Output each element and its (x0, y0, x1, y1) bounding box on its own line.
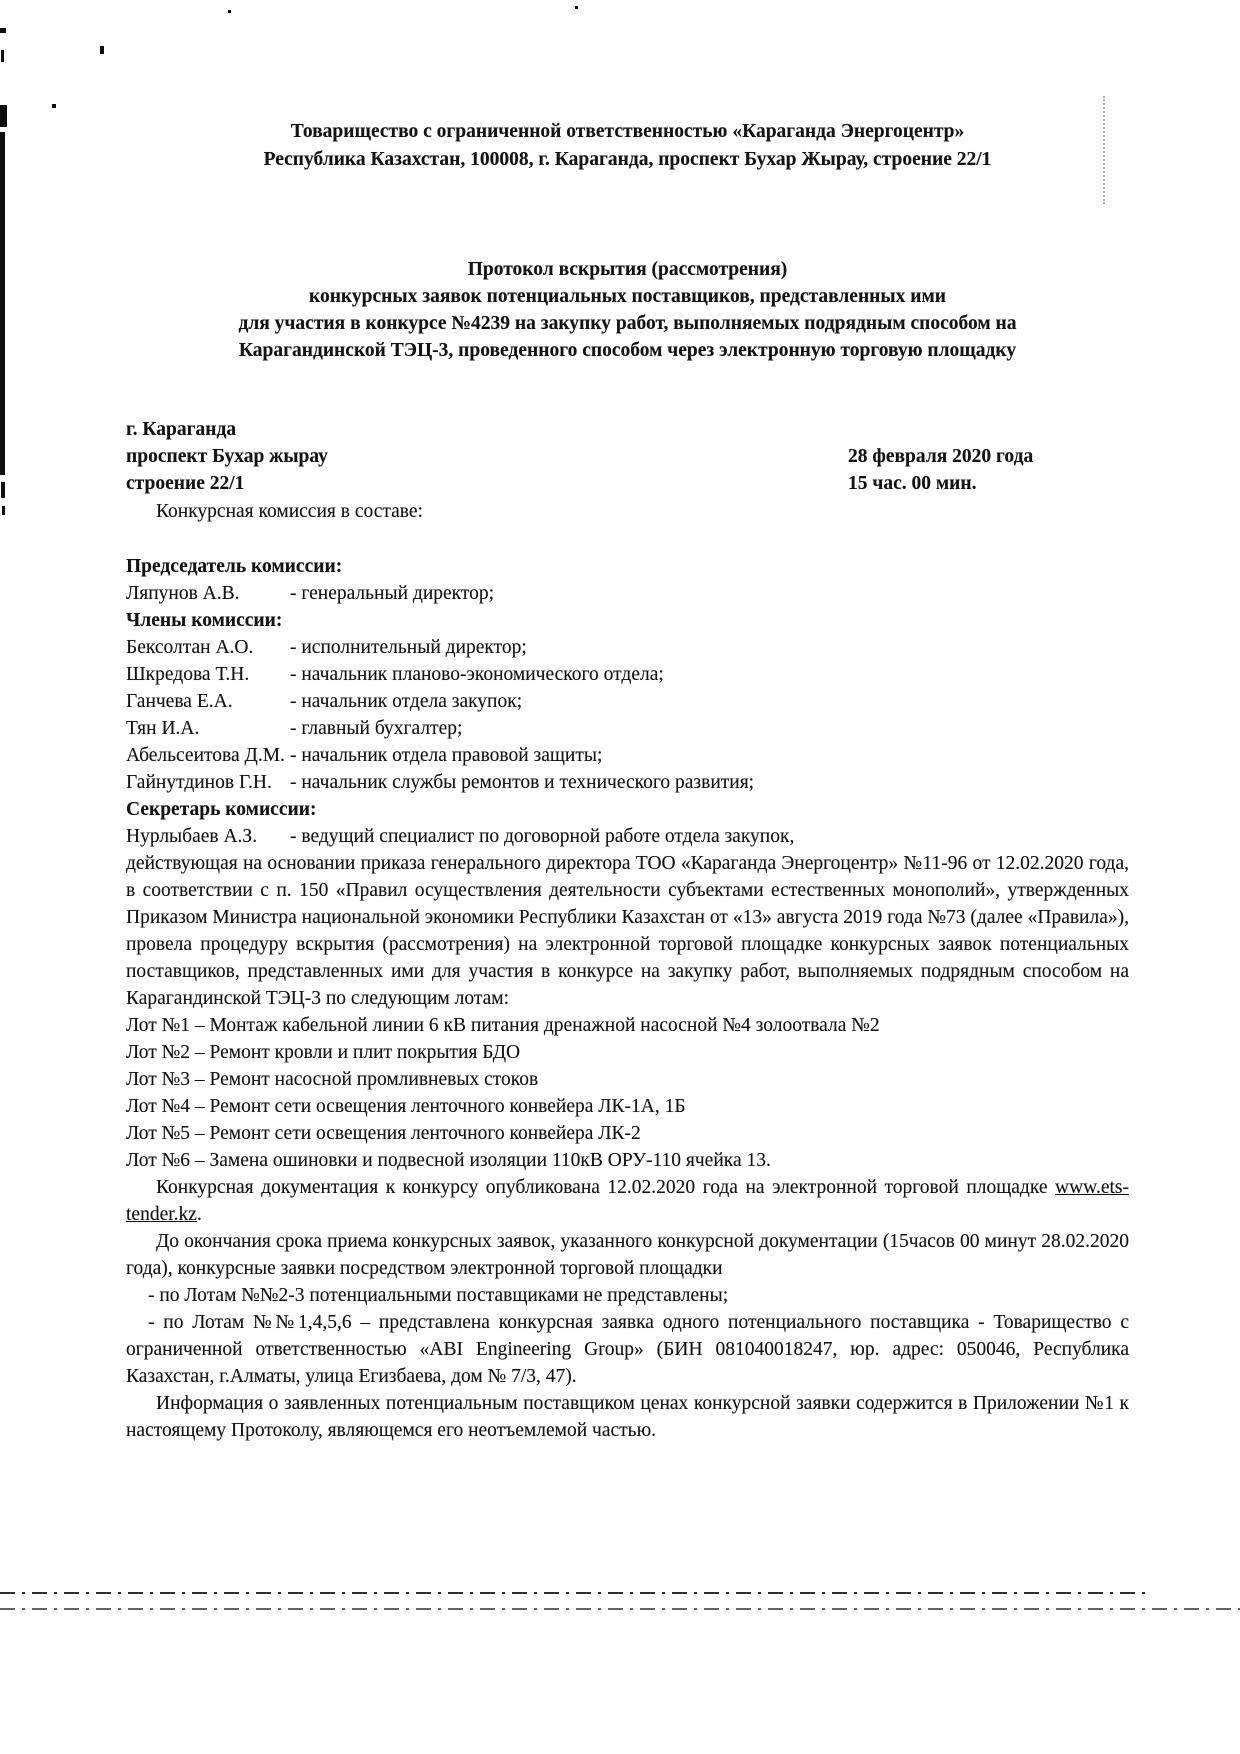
member-name: Ляпунов А.В. (126, 583, 240, 604)
lots-list (126, 1012, 1129, 1174)
member-position: - главный бухгалтер; (290, 718, 463, 739)
scan-artifact (0, 105, 7, 127)
member-name: Шкредова Т.Н. (126, 664, 250, 685)
member-name: Тян И.А. (126, 718, 200, 739)
scan-artifact (1, 50, 4, 62)
commission-chair-label: Председатель комиссии: (126, 556, 343, 577)
deadline-item-lots-2-3: - по Лотам №№2-3 потенциальными поставщиками не представлены; (148, 1285, 729, 1306)
member-name: Абельсеитова Д.М. (126, 745, 285, 766)
document-time: 15 час. 00 мин. (848, 473, 977, 494)
lot-item: Лот №4 – Ремонт сети освещения ленточного конвейера ЛК-1А, 1Б (126, 1096, 686, 1117)
commission-intro: Конкурсная комиссия в составе: (156, 501, 423, 522)
commission-members-label: Члены комиссии: (126, 610, 283, 631)
scan-artifact (100, 46, 104, 54)
scan-artifact (228, 10, 231, 13)
document-date: 28 февраля 2020 года (848, 446, 1034, 467)
commission-list (126, 553, 1129, 850)
member-position: - ведущий специалист по договорной работе отдела закупок, (290, 826, 795, 847)
member-position: - начальник отдела правовой защиты; (290, 745, 603, 766)
scan-artifact (52, 104, 56, 108)
commission-row (126, 715, 1129, 742)
publication-paragraph (126, 1174, 1129, 1228)
title-line-3: для участия в конкурсе №4239 на закупку работ, выполняемых подрядным способом на (238, 313, 1017, 334)
organization-address: Республика Казахстан, 100008, г. Караганда, проспект Бухар Жырау, строение 22/1 (263, 149, 992, 170)
scan-dash-line (0, 1608, 1240, 1610)
commission-row (126, 769, 1129, 796)
scan-artifact (575, 6, 578, 9)
lot-item: Лот №2 – Ремонт кровли и плит покрытия БДО (126, 1042, 521, 1063)
member-position: - генеральный директор; (290, 583, 495, 604)
member-name: Ганчева Е.А. (126, 691, 233, 712)
title-line-4: Карагандинской ТЭЦ-3, проведенного способом через электронную торговую площадку (238, 340, 1017, 361)
commission-row (126, 742, 1129, 769)
member-name: Бексолтан А.О. (126, 637, 254, 658)
scan-artifact (1, 482, 5, 498)
document-title (126, 256, 1129, 364)
member-position: - начальник планово-экономического отдела; (290, 664, 664, 685)
commission-row (126, 688, 1129, 715)
document-content (126, 118, 1129, 1444)
lot-item: Лот №3 – Ремонт насосной промливневых стоков (126, 1069, 539, 1090)
member-name: Нурлыбаев А.З. (126, 826, 258, 847)
deadline-paragraph: До окончания срока приема конкурсных заявок, указанного конкурсной документации (15часов 00 минут 28.02.2020 года), конкурсные заявки посредством электронной торговой площадки (126, 1231, 1129, 1279)
organization-name: Товарищество с ограниченной ответственностью «Караганда Энергоцентр» (290, 121, 965, 142)
title-line-1: Протокол вскрытия (рассмотрения) (467, 259, 788, 280)
commission-secretary-label: Секретарь комиссии: (126, 799, 317, 820)
scan-dash-line (0, 1592, 1148, 1594)
lot-item: Лот №5 – Ремонт сети освещения ленточного конвейера ЛК-2 (126, 1123, 641, 1144)
info-paragraph: Информация о заявленных потенциальным поставщиком ценах конкурсной заявки содержится в Приложении №1 к настоящему Протоколу, являющемся его неотъемлемой частью. (126, 1393, 1129, 1441)
scan-artifact (0, 132, 5, 475)
deadline-item-lots-1-4-5-6: - по Лотам №№1,4,5,6 – представлена конкурсная заявка одного потенциального поставщика - Товарищество с ограниченной ответственностью «ABI Engineering Group» (БИН 081040018247, юр. адрес: 050046, Республика Казахстан, г.Алматы, улица Егизбаева, дом № 7/3, 47). (126, 1312, 1129, 1387)
place-date-block (126, 416, 1129, 498)
commission-row (126, 823, 1129, 850)
scan-artifact (2, 506, 5, 515)
organization-header (126, 118, 1129, 174)
commission-row (126, 580, 1129, 607)
member-name: Гайнутдинов Г.Н. (126, 772, 272, 793)
commission-row (126, 634, 1129, 661)
title-line-2: конкурсных заявок потенциальных поставщиков, представленных ими (308, 286, 947, 307)
publication-text-end: . (196, 1204, 202, 1225)
place-city: г. Караганда (126, 419, 237, 440)
commission-row (126, 661, 1129, 688)
place-street: проспект Бухар жырау (126, 446, 328, 467)
lot-item: Лот №6 – Замена ошиновки и подвесной изоляции 110кВ ОРУ-110 ячейка 13. (126, 1150, 771, 1171)
member-position: - начальник отдела закупок; (290, 691, 523, 712)
ets-tender-link[interactable]: www.ets-tender.kz (126, 1177, 1129, 1225)
scan-artifact (0, 28, 6, 33)
place-building: строение 22/1 (126, 473, 245, 494)
member-position: - начальник службы ремонтов и технического развития; (290, 772, 755, 793)
publication-text: Конкурсная документация к конкурсу опубликована 12.02.2020 года на электронной торговой площадке (156, 1177, 1055, 1198)
member-position: - исполнительный директор; (290, 637, 527, 658)
datetime-block (848, 443, 1033, 497)
lot-item: Лот №1 – Монтаж кабельной линии 6 кВ питания дренажной насосной №4 золоотвала №2 (126, 1015, 880, 1036)
acting-paragraph: действующая на основании приказа генерального директора ТОО «Караганда Энергоцентр» №11-96 от 12.02.2020 года, в соответствии с п. 150 «Правил осуществления деятельности субъектами естественных монополий», утвержденных Приказом Министра национальной экономики Республики Казахстан от «13» августа 2019 года №73 (далее «Правила»), провела процедуру вскрытия (рассмотрения) на электронной торговой площадке конкурсных заявок потенциальных поставщиков, представленных ими для участия в конкурсе на закупку работ, выполняемых подрядным способом на Карагандинской ТЭЦ-3 по следующим лотам: (126, 853, 1129, 1009)
